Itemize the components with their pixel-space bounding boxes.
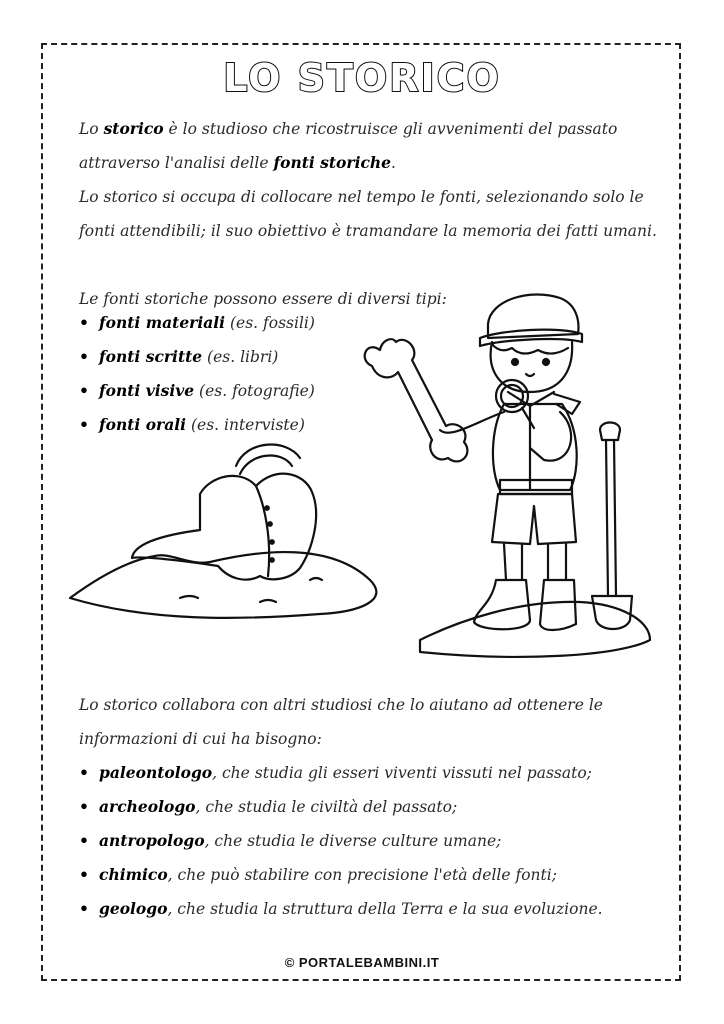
list-item: • chimico, che può stabilire con precisione l'età delle fonti;: [79, 858, 603, 892]
experts-list: [79, 756, 603, 926]
list-item: • paleontologo, che studia gli esseri viventi vissuti nel passato;: [79, 756, 603, 790]
list-item: • fonti scritte (es. libri): [79, 340, 315, 374]
list-item: • fonti visive (es. fotografie): [79, 374, 315, 408]
sources-intro: Le fonti storiche possono essere di diversi tipi:: [79, 290, 447, 308]
bullet-icon: •: [79, 763, 89, 782]
intro-paragraph: Lo storico è lo studioso che ricostruisce gli avvenimenti del passato attraverso l'analisi delle fonti storiche.: [79, 119, 618, 172]
bullet-icon: •: [79, 415, 89, 434]
list-item: • fonti orali (es. interviste): [79, 408, 315, 442]
collaboration-paragraph: Lo storico collabora con altri studiosi che lo aiutano ad ottenere le informazioni di cui ha bisogno:: [79, 696, 603, 748]
list-item: • archeologo, che studia le civiltà del passato;: [79, 790, 603, 824]
historian-child: [365, 294, 582, 630]
footer-copyright: © PORTALEBAMBINI.IT: [284, 955, 440, 970]
bullet-icon: •: [79, 347, 89, 366]
page-title: LO STORICO: [223, 56, 501, 100]
storico-role-paragraph: Lo storico si occupa di collocare nel tempo le fonti, selezionando solo le fonti attendibili; il suo obiettivo è tramandare la memoria dei fatti umani.: [79, 188, 657, 240]
sand-mound-left: [70, 552, 376, 618]
bullet-icon: •: [79, 797, 89, 816]
bullet-icon: •: [79, 381, 89, 400]
shovel-icon: [592, 423, 632, 630]
list-item: • geologo, che studia la struttura della Terra e la sua evoluzione.: [79, 892, 603, 926]
term-storico: storico: [103, 119, 164, 138]
bullet-icon: •: [79, 865, 89, 884]
list-item: • antropologo, che studia le diverse culture umane;: [79, 824, 603, 858]
bullet-icon: •: [79, 899, 89, 918]
bullet-icon: •: [79, 313, 89, 332]
bone-icon: [365, 339, 468, 461]
term-fonti-storiche: fonti storiche: [273, 153, 392, 172]
list-item: • fonti materiali (es. fossili): [79, 306, 315, 340]
historian-illustration: [60, 280, 660, 680]
bullet-icon: •: [79, 831, 89, 850]
